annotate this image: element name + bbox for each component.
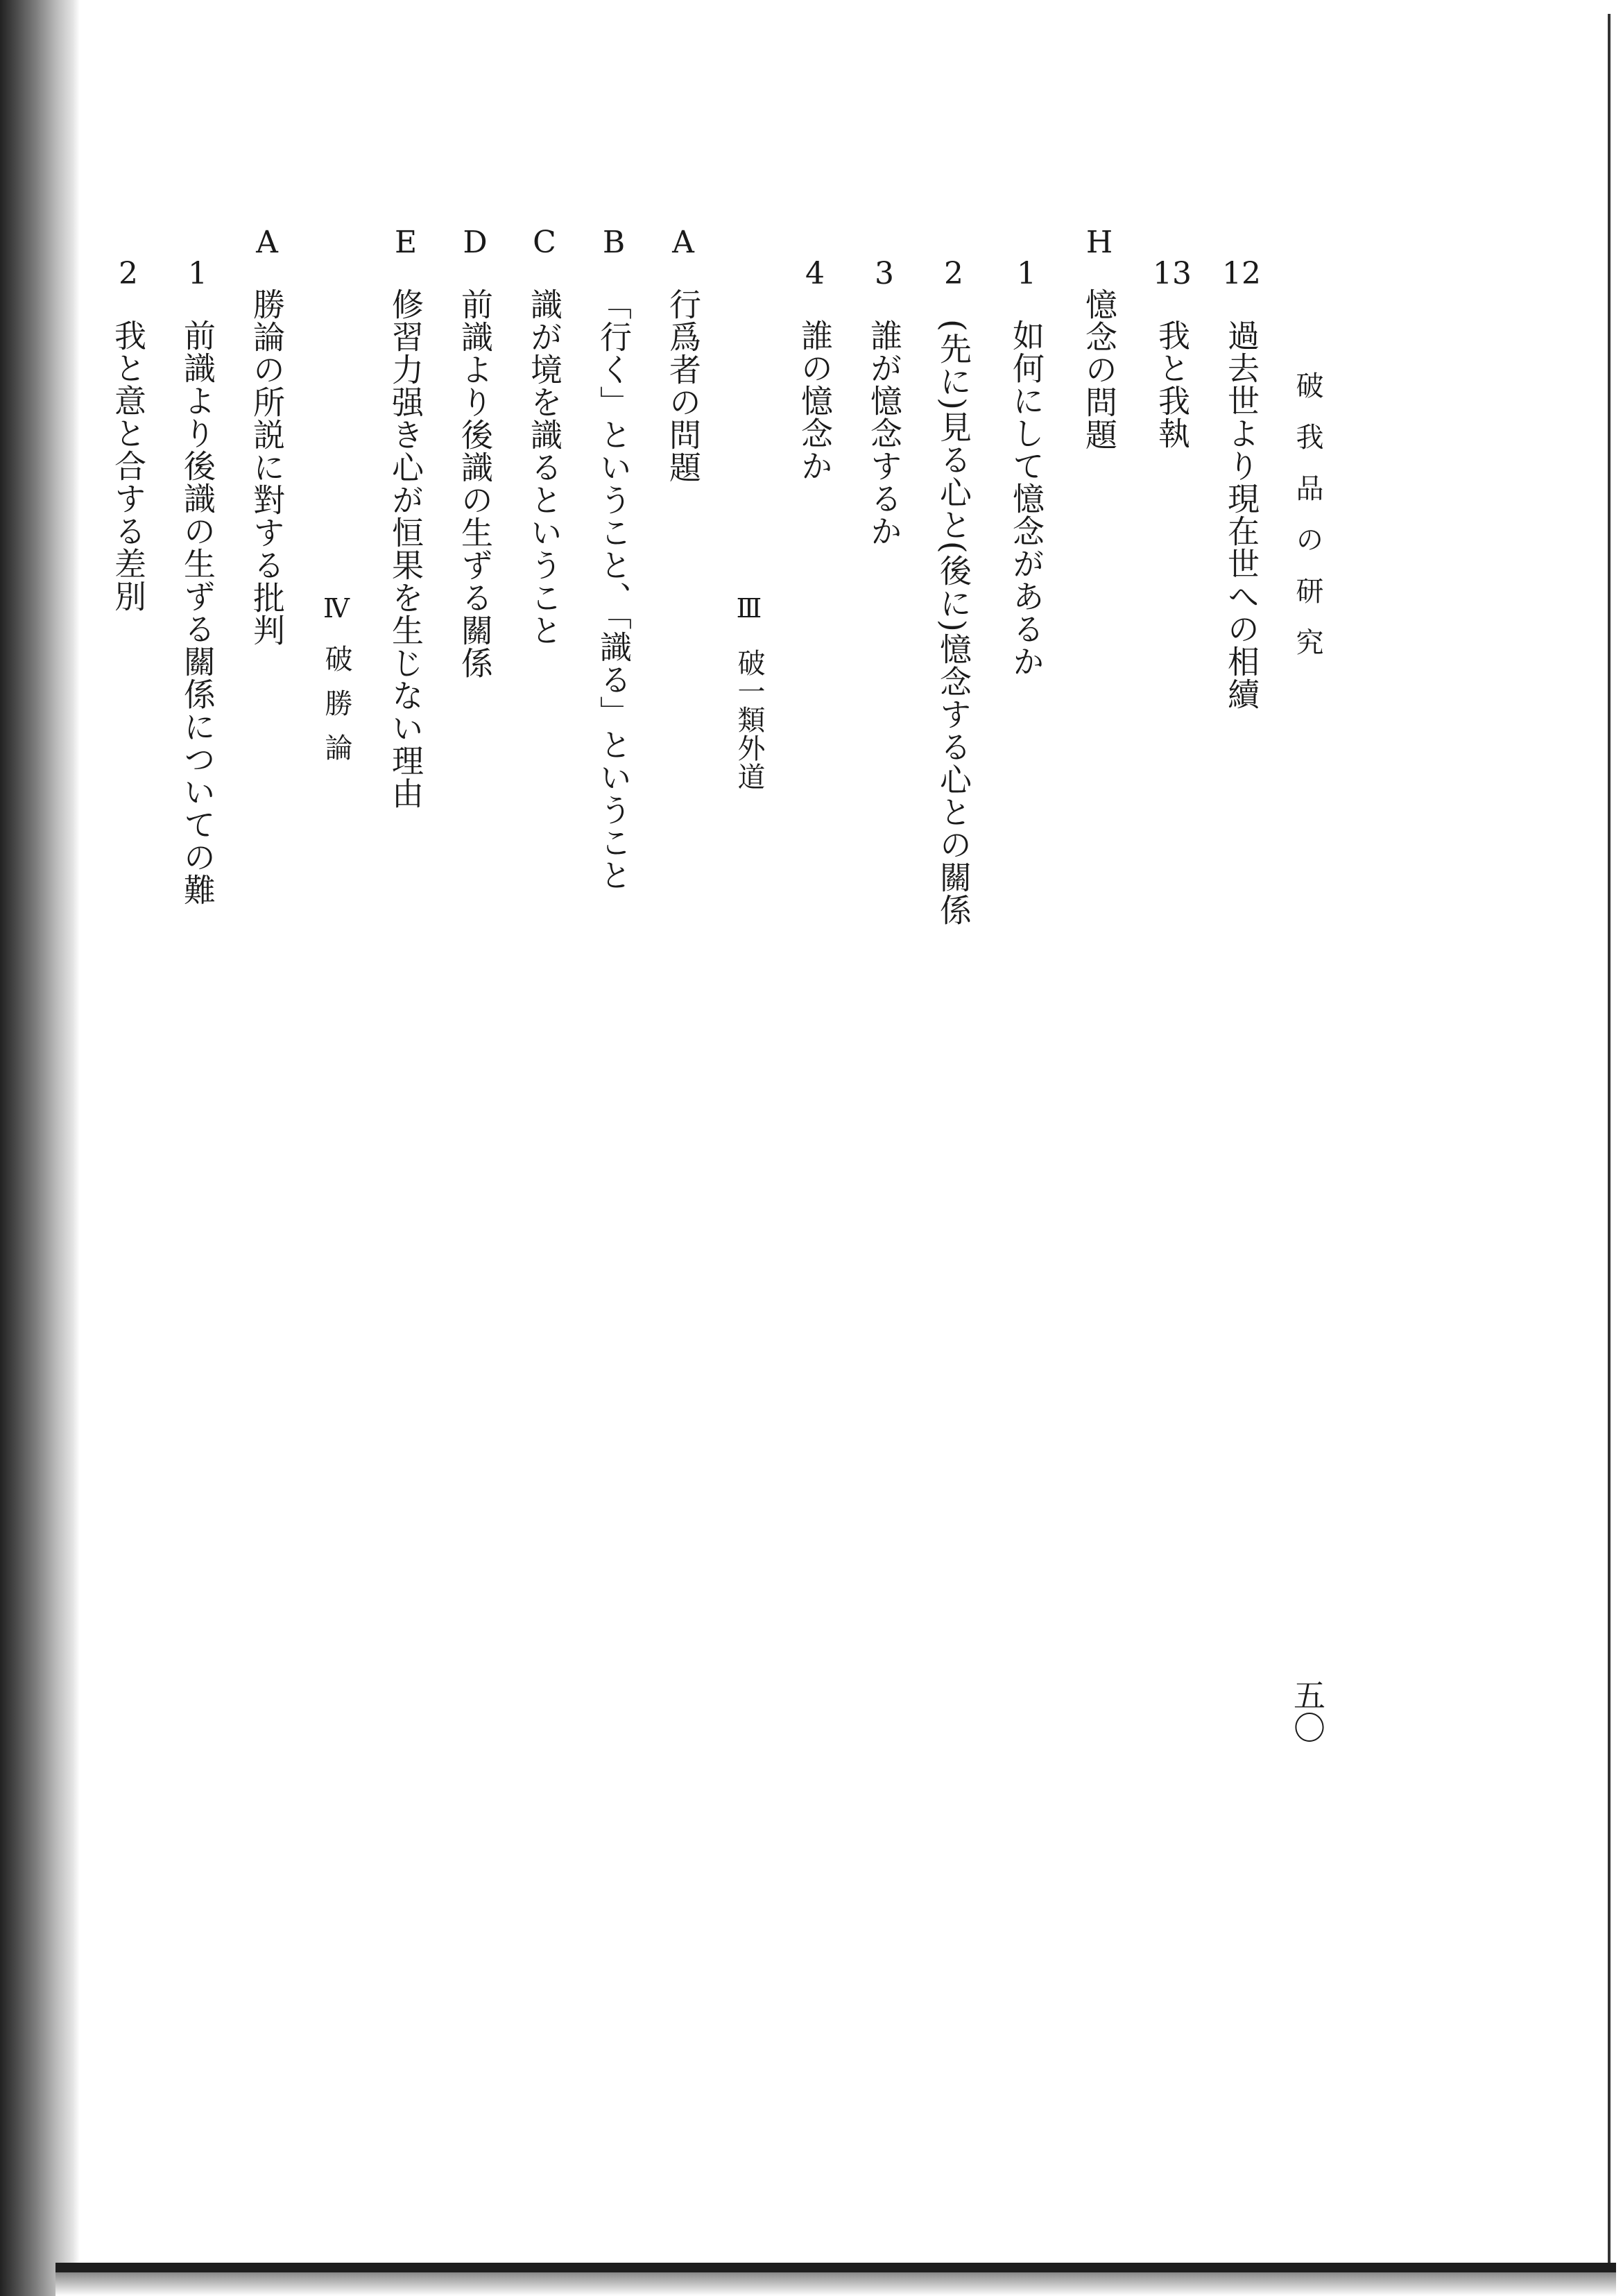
page-edge-rule xyxy=(1608,14,1611,2275)
toc-entry xyxy=(1072,225,1127,451)
entry-text: 我と意と合する差別 xyxy=(110,319,147,612)
entry-text: 修習力强き心が恒果を生じない理由 xyxy=(387,288,424,809)
entry-text: 如何にして憶念があるか xyxy=(1008,319,1045,678)
entry-marker: E xyxy=(394,225,418,260)
page-number-text: 五〇 xyxy=(1289,1679,1326,1744)
entry-marker: 1 xyxy=(1017,256,1036,291)
entry-marker: 13 xyxy=(1153,256,1192,291)
entry-marker: 4 xyxy=(805,256,825,291)
toc-entry xyxy=(239,225,295,646)
toc-entry xyxy=(857,257,912,547)
page-number xyxy=(1280,1679,1335,1744)
toc-entry xyxy=(101,257,156,612)
bottom-shadow xyxy=(55,2272,1616,2296)
toc-entry xyxy=(170,257,225,906)
toc-entry xyxy=(517,225,572,646)
scan-spine-shadow xyxy=(0,0,80,2296)
toc-entry xyxy=(1214,257,1269,710)
bottom-rule xyxy=(55,2263,1616,2272)
entry-marker: 12 xyxy=(1222,256,1261,291)
toc-entry xyxy=(378,225,433,809)
toc-entry xyxy=(787,257,843,482)
entry-text: 過去世より現在世への相續 xyxy=(1223,319,1260,710)
entry-marker: 3 xyxy=(875,256,894,291)
entry-text: 「行く」ということ、「識る」ということ xyxy=(595,288,633,891)
entry-text: 識が境を識るということ xyxy=(526,288,563,646)
entry-marker: B xyxy=(602,225,626,260)
toc-entry xyxy=(1144,257,1200,449)
entry-marker: D xyxy=(463,225,488,260)
toc-entry xyxy=(655,225,711,483)
section-number: Ⅲ xyxy=(736,593,762,624)
entry-text: 憶念の問題 xyxy=(1081,288,1118,451)
section-title: 破一類外道 xyxy=(733,649,765,791)
entry-marker: 1 xyxy=(188,256,207,291)
section-heading xyxy=(309,593,364,778)
entry-marker: C xyxy=(533,225,556,260)
running-header xyxy=(1280,371,1335,679)
toc-entry xyxy=(999,257,1054,678)
entry-text: 我と我執 xyxy=(1153,319,1191,449)
entry-marker: H xyxy=(1085,225,1113,260)
section-title: 破勝論 xyxy=(320,644,352,778)
entry-text: 誰の憶念か xyxy=(796,319,834,482)
entry-text: 誰が憶念するか xyxy=(866,319,903,547)
toc-entry xyxy=(926,257,981,926)
toc-entry xyxy=(586,225,642,891)
section-number: Ⅳ xyxy=(323,593,350,624)
entry-marker: A xyxy=(672,225,694,260)
toc-entry xyxy=(447,225,503,679)
entry-marker: 2 xyxy=(944,256,963,291)
header-title: 破我品の研究 xyxy=(1291,371,1323,679)
section-heading xyxy=(721,593,777,791)
entry-text: 行爲者の問題 xyxy=(664,288,702,483)
entry-text: 前識より後識の生ずる關係 xyxy=(456,288,494,679)
entry-text: (先に)見る心と(後に)憶念する心との關係 xyxy=(935,319,972,926)
entry-text: 前識より後識の生ずる關係についての難 xyxy=(179,319,216,906)
entry-marker: A xyxy=(256,225,278,260)
entry-text: 勝論の所説に對する批判 xyxy=(248,288,286,646)
entry-marker: 2 xyxy=(119,256,138,291)
